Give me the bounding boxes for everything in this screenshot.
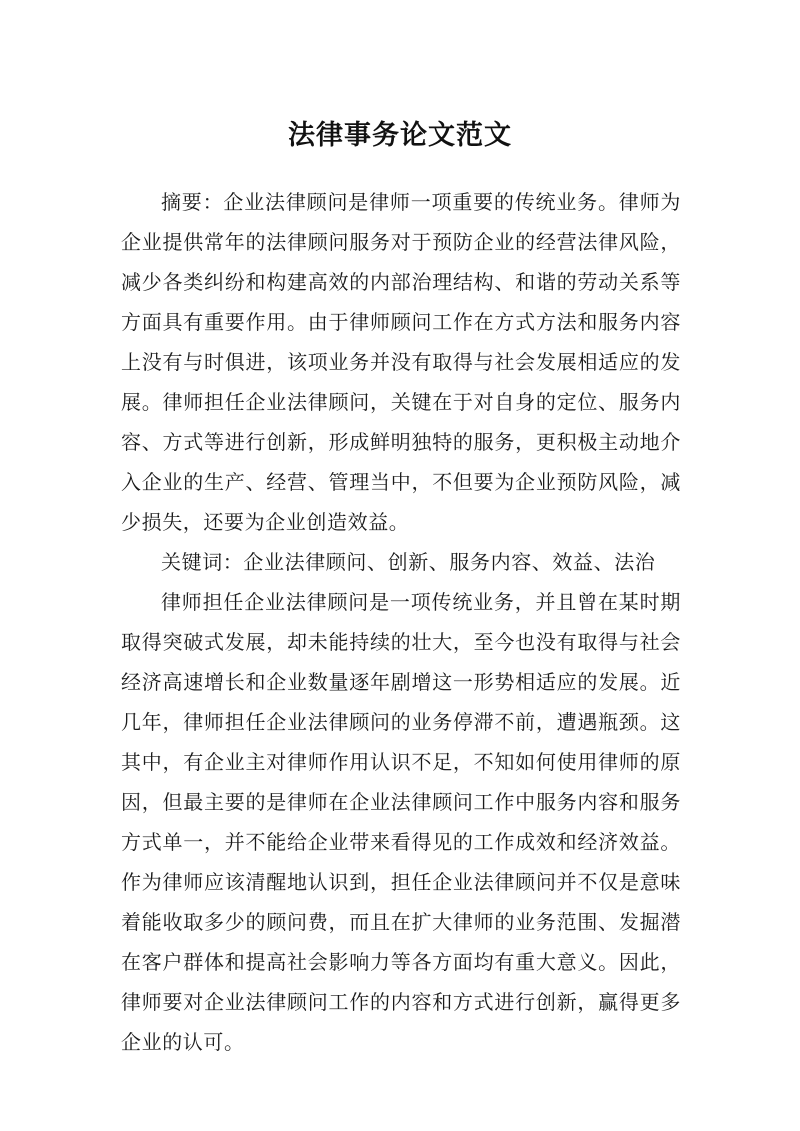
abstract-paragraph: 摘要：企业法律顾问是律师一项重要的传统业务。律师为企业提供常年的法律顾问服务对于预防企业的经营法律风险，减少各类纠纷和构建高效的内部治理结构、和谐的劳动关系等方面具有重要作用。由于律师顾问工作在方式方法和服务内容上没有与时俱进，该项业务并没有取得与社会发展相适应的发展。律师担任企业法律顾问，关键在于对自身的定位、服务内容、方式等进行创新，形成鲜明独特的服务，更积极主动地介入企业的生产、经营、管理当中，不但要为企业预防风险，减少损失，还要为企业创造效益。 [121,190,681,534]
document-body [121,182,681,1062]
keywords-paragraph: 关键词：企业法律顾问、创新、服务内容、效益、法治 [161,550,656,574]
body-paragraph: 律师担任企业法律顾问是一项传统业务，并且曾在某时期取得突破式发展，却未能持续的壮大，至今也没有取得与社会经济高速增长和企业数量逐年剧增这一形势相适应的发展。近几年，律师担任企业法律顾问的业务停滞不前，遭遇瓶颈。这其中，有企业主对律师作用认识不足，不知如何使用律师的原因，但最主要的是律师在企业法律顾问工作中服务内容和服务方式单一，并不能给企业带来看得见的工作成效和经济效益。作为律师应该清醒地认识到，担任企业法律顾问并不仅是意味着能收取多少的顾问费，而且在扩大律师的业务范围、发掘潜在客户群体和提高社会影响力等各方面均有重大意义。因此，律师要对企业法律顾问工作的内容和方式进行创新，赢得更多企业的认可。 [121,590,681,1054]
page-title: 法律事务论文范文 [288,120,512,152]
